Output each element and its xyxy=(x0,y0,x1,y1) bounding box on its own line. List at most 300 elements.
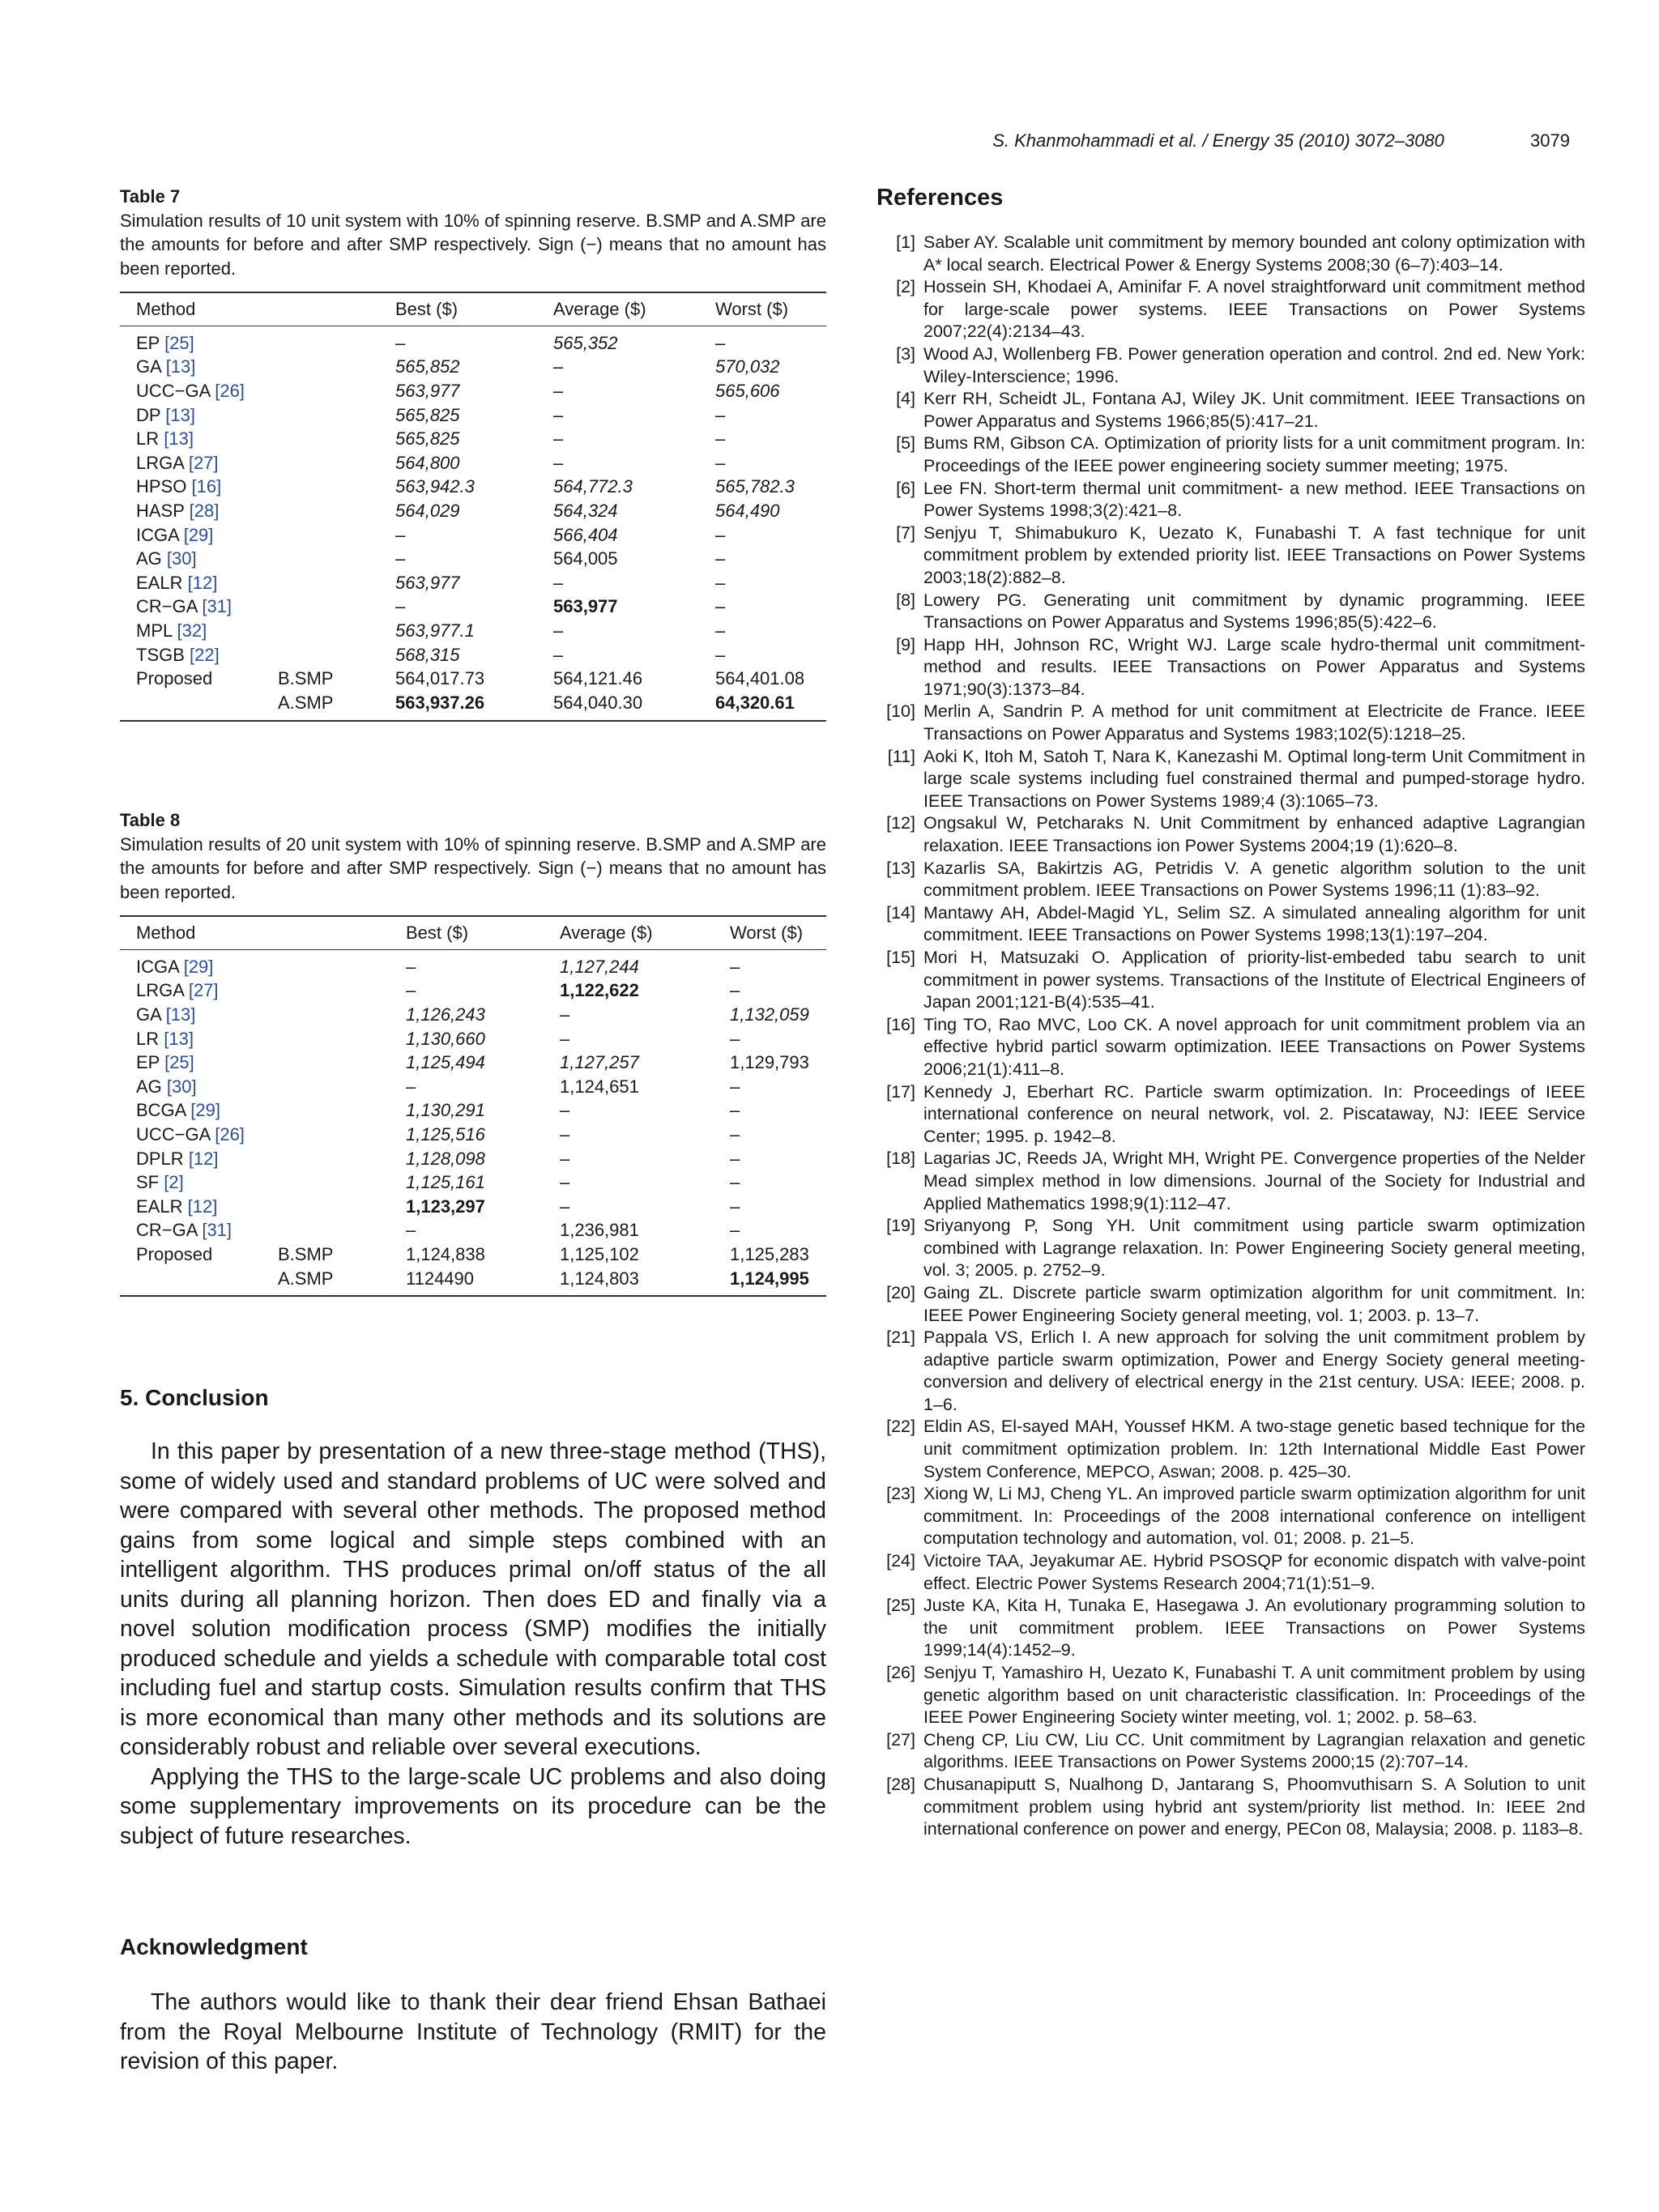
table-7-best-cell: 564,800 xyxy=(395,452,460,473)
table-8-method-cell xyxy=(120,1027,262,1051)
table-8-best-cell: 1,130,660 xyxy=(406,1028,485,1049)
reference-text: Ongsakul W, Petcharaks N. Unit Commitment by enhanced adaptive Lagrangian relaxation. IEEE Transactions ion Power Systems 2004;19 (1):620–8. xyxy=(923,813,1585,856)
table-8-variant-cell xyxy=(262,1219,390,1243)
method-name: EP xyxy=(136,332,160,353)
table-8-method-cell xyxy=(120,1219,262,1243)
citation-link: [31] xyxy=(202,1220,232,1241)
reference-item xyxy=(876,701,1585,745)
reference-number: [16] xyxy=(886,1014,915,1034)
references-list xyxy=(876,232,1585,1841)
citation-link: [22] xyxy=(190,644,220,665)
table-7-row xyxy=(120,356,826,380)
table-7-column-header xyxy=(262,292,379,326)
reference-item xyxy=(876,1416,1585,1483)
table-7-avg-cell: 563,977 xyxy=(553,596,618,617)
reference-item xyxy=(876,1282,1585,1327)
table-7-method-cell xyxy=(120,571,262,595)
citation-link: [29] xyxy=(183,524,214,545)
table-8-avg-cell: 1,122,622 xyxy=(560,980,639,1001)
table-8-variant-cell xyxy=(262,1051,390,1075)
table-7-best-cell: 564,029 xyxy=(395,500,460,521)
method-name: AG xyxy=(136,548,162,569)
reference-text: Chusanapiputt S, Nualhong D, Jantarang S, Phoomvuthisarn S. A Solution to unit commitment problem using hybrid ant system/priority list method. In: IEEE 2nd international conference on power and energy, PECon 08, Malaysia; 2008. p. 1183–8. xyxy=(923,1774,1585,1839)
table-7-avg-cell: 565,352 xyxy=(553,332,618,353)
table-8-avg-cell: – xyxy=(560,1028,570,1049)
reference-item xyxy=(876,858,1585,902)
method-name: UCC−GA xyxy=(136,1123,211,1144)
reference-text: Kazarlis SA, Bakirtzis AG, Petridis V. A genetic algorithm solution to the unit commitment problem. IEEE Transactions on Power Systems 1996;11 (1):83–92. xyxy=(923,858,1585,901)
table-7-block xyxy=(120,185,826,722)
table-8-method-cell xyxy=(120,1099,262,1123)
table-7-worst-cell: 64,320.61 xyxy=(715,692,795,713)
reference-item xyxy=(876,1327,1585,1416)
table-8-variant-cell xyxy=(262,1027,390,1051)
table-8-variant-cell xyxy=(262,950,390,979)
table-8-method-cell xyxy=(120,1123,262,1147)
table-8-worst-cell: – xyxy=(730,956,740,977)
reference-text: Lee FN. Short-term thermal unit commitment- a new method. IEEE Transactions on Power Systems 1998;3(2):421–8. xyxy=(923,478,1585,521)
table-8-method-cell xyxy=(120,950,262,979)
method-name: ICGA xyxy=(136,956,179,977)
reference-item xyxy=(876,1729,1585,1774)
table-8-method-cell xyxy=(120,1195,262,1219)
reference-item xyxy=(876,947,1585,1014)
method-name: AG xyxy=(136,1076,162,1097)
reference-number: [21] xyxy=(886,1328,915,1348)
method-name: LRGA xyxy=(136,452,184,473)
method-name: GA xyxy=(136,1004,161,1025)
method-name: UCC−GA xyxy=(136,380,211,401)
reference-number: [18] xyxy=(886,1149,915,1169)
reference-item xyxy=(876,1595,1585,1662)
citation-link: [26] xyxy=(215,380,245,401)
reference-number: [6] xyxy=(896,478,915,498)
table-8-worst-cell: 1,132,059 xyxy=(730,1004,809,1025)
method-name: HASP xyxy=(136,500,185,521)
method-name: ICGA xyxy=(136,524,179,545)
citation-link: [25] xyxy=(164,1052,194,1073)
method-name: CR−GA xyxy=(136,1220,198,1241)
table-8-avg-cell: 1,236,981 xyxy=(560,1220,639,1241)
reference-item xyxy=(876,1014,1585,1081)
reference-item xyxy=(876,522,1585,590)
acknowledgment-text: The authors would like to thank their dear friend Ehsan Bathaei from the Royal Melbourne Institute of Technology (RMIT) for the revision of this paper. xyxy=(120,1989,826,2074)
table-7-variant-cell xyxy=(262,595,379,620)
table-8-body xyxy=(120,950,826,1297)
table-7-row xyxy=(120,643,826,667)
table-7-variant-cell xyxy=(262,475,379,500)
journal-citation: S. Khanmohammadi et al. / Energy 35 (2010) 3072–3080 xyxy=(992,130,1444,151)
citation-link: [27] xyxy=(188,452,219,473)
table-8-variant-cell xyxy=(262,1147,390,1171)
method-name: EALR xyxy=(136,572,183,593)
table-8-best-cell: 1,130,291 xyxy=(406,1100,485,1121)
table-8-column-header xyxy=(262,916,390,950)
table-7-method-cell xyxy=(120,475,262,500)
table-8-avg-cell: – xyxy=(560,1196,570,1217)
reference-number: [17] xyxy=(886,1081,915,1102)
table-8-avg-cell: – xyxy=(560,1123,570,1144)
table-7-method-cell xyxy=(120,356,262,380)
table-8-best-cell: 1,126,243 xyxy=(406,1004,485,1025)
reference-text: Mori H, Matsuzaki O. Application of priority-list-embeded tabu search to unit commitment in power systems. Transactions of the Institute of Electrical Engineers of Japan 2001;121-B(4):535–41. xyxy=(923,948,1585,1012)
table-8-variant-cell xyxy=(262,1170,390,1195)
reference-number: [5] xyxy=(896,433,915,454)
reference-item xyxy=(876,1148,1585,1215)
table-8-avg-cell: – xyxy=(560,1148,570,1169)
table-7-column-header: Best ($) xyxy=(379,292,537,326)
reference-text: Sriyanyong P, Song YH. Unit commitment using particle swarm optimization combined with Lagrange relaxation. In: Power Engineering Society general meeting, vol. 3; 2005. p. 2752–9. xyxy=(923,1216,1585,1281)
table-8-row xyxy=(120,1123,826,1147)
table-8-row xyxy=(120,1099,826,1123)
table-7-column-header: Average ($) xyxy=(537,292,699,326)
method-name: BCGA xyxy=(136,1100,186,1121)
table-7-column-header: Method xyxy=(120,292,262,326)
table-7-avg-cell: 564,324 xyxy=(553,500,618,521)
table-8-column-header: Worst ($) xyxy=(714,916,826,950)
table-8-variant-cell xyxy=(262,1099,390,1123)
table-7-avg-cell: – xyxy=(553,356,564,377)
table-7-row xyxy=(120,691,826,721)
table-7-variant-cell: A.SMP xyxy=(278,692,334,713)
reference-text: Kennedy J, Eberhart RC. Particle swarm optimization. In: Proceedings of IEEE international conference on neural network, vol. 2. Piscataway, NJ: IEEE Service Center; 1995. p. 1942–8. xyxy=(923,1081,1585,1146)
method-name: EALR xyxy=(136,1196,183,1217)
reference-item xyxy=(876,1550,1585,1595)
table-8-row xyxy=(120,979,826,1004)
acknowledgment-heading: Acknowledgment xyxy=(120,1934,308,1959)
table-7-method-cell xyxy=(120,499,262,523)
table-7-header-row xyxy=(120,292,826,326)
table-7-best-cell: 564,017.73 xyxy=(395,668,485,689)
table-8-row xyxy=(120,1219,826,1243)
reference-text: Hossein SH, Khodaei A, Aminifar F. A novel straightforward unit commitment method for large-scale power systems. IEEE Transactions on Power Systems 2007;22(4):2134–43. xyxy=(923,277,1585,342)
table-8-worst-cell: – xyxy=(730,1148,740,1169)
table-8-method-cell xyxy=(120,1170,262,1195)
reference-text: Senjyu T, Yamashiro H, Uezato K, Funabashi T. A unit commitment problem by using genetic algorithm based on unit characteristic classification. In: Proceedings of the IEEE Power Engineering Society winter meeting, vol. 1; 2002. p. 58–63. xyxy=(923,1663,1585,1728)
table-7-variant-cell xyxy=(262,643,379,667)
table-8-variant-cell xyxy=(262,1075,390,1099)
reference-text: Ting TO, Rao MVC, Loo CK. A novel approach for unit commitment problem via an effective hybrid particl sowarm optimization. IEEE Transactions on Power Systems 2006;21(1):411–8. xyxy=(923,1014,1585,1079)
reference-number: [11] xyxy=(887,746,915,766)
table-8-best-cell: – xyxy=(406,1220,416,1241)
table-8-best-cell: 1,124,838 xyxy=(406,1243,485,1264)
reference-number: [24] xyxy=(886,1551,915,1571)
table-7-method-cell xyxy=(120,403,262,428)
table-7-avg-cell: 564,005 xyxy=(553,548,618,569)
table-8-method-cell xyxy=(120,1147,262,1171)
reference-item xyxy=(876,634,1585,701)
reference-number: [1] xyxy=(896,232,915,252)
table-8-avg-cell: 1,124,651 xyxy=(560,1076,639,1097)
right-column xyxy=(876,180,1585,1841)
method-name: LR xyxy=(136,428,160,450)
table-7-best-cell: – xyxy=(395,548,406,569)
table-7-caption-text: Simulation results of 10 unit system with 10% of spinning reserve. B.SMP and A.SMP are the amounts for before and after SMP respectively. Sign (−) means that no amount has been reported. xyxy=(120,210,826,279)
citation-link: [13] xyxy=(165,1004,196,1025)
table-7-method-cell xyxy=(120,691,262,721)
reference-text: Juste KA, Kita H, Tunaka E, Hasegawa J. An evolutionary programming solution to the unit commitment problem. IEEE Transactions on Power Systems 1999;14(4):1452–9. xyxy=(923,1596,1585,1660)
table-8-avg-cell: – xyxy=(560,1172,570,1193)
reference-item xyxy=(876,902,1585,947)
table-7-row xyxy=(120,547,826,571)
reference-number: [3] xyxy=(896,343,915,364)
table-8-worst-cell: 1,125,283 xyxy=(730,1243,809,1264)
reference-item xyxy=(876,590,1585,634)
table-7-worst-cell: 570,032 xyxy=(715,356,780,377)
table-7-best-cell: – xyxy=(395,524,406,545)
table-7-row xyxy=(120,379,826,403)
table-8-best-cell: – xyxy=(406,980,416,1001)
table-7-caption xyxy=(120,185,826,280)
table-7-row xyxy=(120,451,826,475)
table-8-worst-cell: – xyxy=(730,1172,740,1193)
table-7-avg-cell: 564,121.46 xyxy=(553,668,643,689)
table-7-row xyxy=(120,403,826,428)
reference-text: Mantawy AH, Abdel-Magid YL, Selim SZ. A simulated annealing algorithm for unit commitment. IEEE Transactions on Power Systems 1998;13(1):197–204. xyxy=(923,902,1585,945)
conclusion-paragraph-2: Applying the THS to the large-scale UC problems and also doing some supplementary improvements on its procedure can be the subject of future researches. xyxy=(120,1763,826,1849)
table-7-avg-cell: – xyxy=(553,452,564,473)
table-7-row xyxy=(120,667,826,691)
table-8-column-header: Method xyxy=(120,916,262,950)
reference-number: [12] xyxy=(886,813,915,833)
citation-link: [31] xyxy=(202,596,232,617)
reference-number: [26] xyxy=(886,1663,915,1682)
table-7-variant-cell xyxy=(262,326,379,356)
table-7-row xyxy=(120,326,826,356)
method-name: MPL xyxy=(136,620,173,641)
reference-text: Senjyu T, Shimabukuro K, Uezato K, Funabashi T. A fast technique for unit commitment problem by extended priority list. IEEE Transactions on Power Systems 2003;18(2):882–8. xyxy=(923,522,1585,587)
table-8-method-cell xyxy=(120,1267,262,1297)
reference-text: Aoki K, Itoh M, Satoh T, Nara K, Kanezashi M. Optimal long-term Unit Commitment in large scale systems including fuel constrained thermal and pumped-storage hydro. IEEE Transactions on Power Systems 1989;4 (3):1065–73. xyxy=(923,746,1585,811)
reference-text: Wood AJ, Wollenberg FB. Power generation operation and control. 2nd ed. New York: Wiley-Interscience; 1996. xyxy=(923,343,1585,386)
table-7-column-header: Worst ($) xyxy=(699,292,826,326)
table-7-variant-cell xyxy=(262,619,379,643)
citation-link: [25] xyxy=(164,332,194,353)
table-8-column-header: Average ($) xyxy=(544,916,714,950)
table-7-row xyxy=(120,475,826,500)
table-8-column-header: Best ($) xyxy=(390,916,544,950)
table-7-variant-cell xyxy=(262,571,379,595)
table-8-best-cell: 1,125,494 xyxy=(406,1052,485,1073)
method-name: EP xyxy=(136,1052,160,1073)
reference-text: Merlin A, Sandrin P. A method for unit commitment at Electricite de France. IEEE Transactions on Power Apparatus and Systems 1983;102(5):1218–25. xyxy=(923,701,1585,744)
table-7-avg-cell: – xyxy=(553,644,564,665)
table-7-row xyxy=(120,571,826,595)
table-8-best-cell: – xyxy=(406,956,416,977)
reference-text: Pappala VS, Erlich I. A new approach for solving the unit commitment problem by adaptive particle swarm optimization, Power and Energy Society general meeting-conversion and delivery of electrical energy in the 21st century. USA: IEEE; 2008. p. 1–6. xyxy=(923,1328,1585,1414)
table-8-worst-cell: – xyxy=(730,1076,740,1097)
citation-link: [13] xyxy=(165,404,195,425)
table-8-row xyxy=(120,1027,826,1051)
reference-item xyxy=(876,388,1585,433)
table-7-best-cell: 563,942.3 xyxy=(395,476,475,497)
table-7-variant-cell xyxy=(262,499,379,523)
citation-link: [13] xyxy=(164,1028,194,1049)
table-7-avg-cell: – xyxy=(553,620,564,641)
table-7-method-cell xyxy=(120,595,262,620)
table-8-avg-cell: – xyxy=(560,1100,570,1121)
table-7-body xyxy=(120,326,826,721)
table-8-best-cell: 1,128,098 xyxy=(406,1148,485,1169)
table-8-worst-cell: – xyxy=(730,980,740,1001)
table-8-row xyxy=(120,1051,826,1075)
table-8-worst-cell: 1,129,793 xyxy=(730,1052,809,1073)
reference-text: Kerr RH, Scheidt JL, Fontana AJ, Wiley JK. Unit commitment. IEEE Transactions on Power Apparatus and Systems 1966;85(5):417–21. xyxy=(923,389,1585,431)
table-7-row xyxy=(120,427,826,451)
table-7-avg-cell: 566,404 xyxy=(553,524,618,545)
table-8-caption xyxy=(120,808,826,904)
acknowledgment-body xyxy=(120,1988,826,2077)
table-7-label: Table 7 xyxy=(120,186,181,207)
table-7-avg-cell: – xyxy=(553,404,564,425)
conclusion-heading: 5. Conclusion xyxy=(120,1385,269,1410)
table-8-avg-cell: – xyxy=(560,1004,570,1025)
table-8-worst-cell: – xyxy=(730,1100,740,1121)
citation-link: [29] xyxy=(183,956,214,977)
reference-text: Lagarias JC, Reeds JA, Wright MH, Wright PE. Convergence properties of the Nelder Mead simplex method in low dimensions. Journal of the Society for Industrial and Applied Mathematics 1998;9(1):112–47. xyxy=(923,1149,1585,1213)
table-8-variant-cell xyxy=(262,1195,390,1219)
table-8-row xyxy=(120,1075,826,1099)
table-7-method-cell xyxy=(120,451,262,475)
table-7-variant-cell xyxy=(262,523,379,548)
table-8-variant-cell xyxy=(262,1003,390,1027)
table-8-best-cell: 1,123,297 xyxy=(406,1196,485,1217)
reference-item xyxy=(876,478,1585,522)
reference-item xyxy=(876,1081,1585,1149)
table-7-best-cell: 563,977.1 xyxy=(395,620,475,641)
table-8-avg-cell: 1,127,257 xyxy=(560,1052,639,1073)
table-7-method-cell xyxy=(120,643,262,667)
table-8-row xyxy=(120,1267,826,1297)
reference-item xyxy=(876,343,1585,388)
reference-number: [25] xyxy=(886,1596,915,1616)
table-8-row xyxy=(120,1242,826,1267)
table-7-worst-cell: 565,606 xyxy=(715,380,780,401)
table-8-worst-cell: 1,124,995 xyxy=(730,1268,809,1289)
reference-text: Lowery PG. Generating unit commitment by dynamic programming. IEEE Transactions on Power Apparatus and Systems 1996;85(5):422–6. xyxy=(923,590,1585,633)
table-7-avg-cell: 564,040.30 xyxy=(553,692,643,713)
table-8-row xyxy=(120,1170,826,1195)
table-7-best-cell: 565,852 xyxy=(395,356,460,377)
reference-item xyxy=(876,1662,1585,1729)
reference-number: [14] xyxy=(886,902,915,923)
citation-link: [28] xyxy=(189,500,220,521)
method-name: HPSO xyxy=(136,476,187,497)
table-8-method-cell xyxy=(120,1242,262,1267)
table-8-method-cell xyxy=(120,1051,262,1075)
method-name: TSGB xyxy=(136,644,185,665)
table-7-avg-cell: – xyxy=(553,380,564,401)
citation-link: [29] xyxy=(190,1100,220,1121)
citation-link: [12] xyxy=(188,1148,219,1169)
reference-text: Cheng CP, Liu CW, Liu CC. Unit commitment by Lagrangian relaxation and genetic algorithms. IEEE Transactions on Power Systems 2000;15 (2):707–14. xyxy=(923,1729,1585,1772)
table-8-variant-cell xyxy=(262,1123,390,1147)
table-7-worst-cell: – xyxy=(715,596,726,617)
conclusion-paragraph-1: In this paper by presentation of a new three-stage method (THS), some of widely used and standard problems of UC were solved and were compared with several other methods. The proposed method gains from some logical and simple steps combined with an intelligent algorithm. THS produces primal on/off status of the all units during all planning horizon. Then does ED and finally via a novel solution modification process (SMP) modifies the initially produced schedule and yields a schedule with comparable total cost including fuel and startup costs. Simulation results confirm that THS is more economical than many other methods and its solutions are considerably robust and reliable over several executions. xyxy=(120,1438,826,1760)
reference-text: Happ HH, Johnson RC, Wright WJ. Large scale hydro-thermal unit commitment-method and results. IEEE Transactions on Power Apparatus and Systems 1971;90(3):1373–84. xyxy=(923,634,1585,699)
reference-number: [2] xyxy=(896,277,915,297)
page-number: 3079 xyxy=(1530,130,1570,151)
method-name: DP xyxy=(136,404,161,425)
table-8-worst-cell: – xyxy=(730,1123,740,1144)
table-7-best-cell: 565,825 xyxy=(395,428,460,450)
reference-item xyxy=(876,1774,1585,1841)
reference-item xyxy=(876,812,1585,857)
table-8-header-row xyxy=(120,916,826,950)
reference-item xyxy=(876,1483,1585,1550)
table-7-method-cell xyxy=(120,667,262,691)
table-7-row xyxy=(120,523,826,548)
method-name: GA xyxy=(136,356,161,377)
table-7-worst-cell: – xyxy=(715,332,726,353)
citation-link: [26] xyxy=(215,1123,245,1144)
reference-text: Saber AY. Scalable unit commitment by memory bounded ant colony optimization with A* local search. Electrical Power & Energy Systems 2008;30 (6–7):403–14. xyxy=(923,232,1585,275)
table-7-avg-cell: 564,772.3 xyxy=(553,476,633,497)
table-7-row xyxy=(120,499,826,523)
table-8-worst-cell: – xyxy=(730,1220,740,1241)
table-8-caption-text: Simulation results of 20 unit system with 10% of spinning reserve. B.SMP and A.SMP are the amounts for before and after SMP respectively. Sign (−) means that no amount has been reported. xyxy=(120,833,826,902)
table-7-worst-cell: – xyxy=(715,548,726,569)
table-7-best-cell: 563,977 xyxy=(395,572,460,593)
reference-item xyxy=(876,433,1585,477)
table-7-worst-cell: – xyxy=(715,572,726,593)
reference-number: [8] xyxy=(896,590,915,610)
reference-item xyxy=(876,746,1585,813)
table-8-label: Table 8 xyxy=(120,810,181,830)
table-7-avg-cell: – xyxy=(553,572,564,593)
table-7-variant-cell: B.SMP xyxy=(278,668,334,689)
table-7-method-cell xyxy=(120,619,262,643)
reference-text: Xiong W, Li MJ, Cheng YL. An improved particle swarm optimization algorithm for unit commitment. In: Proceedings of the 2008 international conference on intelligent computation technology and automation, vol. 01; 2008. p. 21–5. xyxy=(923,1484,1585,1549)
reference-number: [15] xyxy=(886,948,915,967)
table-7-worst-cell: – xyxy=(715,428,726,450)
table-7-avg-cell: – xyxy=(553,428,564,450)
citation-link: [12] xyxy=(187,572,218,593)
table-8-best-cell: 1124490 xyxy=(406,1268,475,1289)
method-name: LRGA xyxy=(136,980,184,1001)
table-8-worst-cell: – xyxy=(730,1196,740,1217)
table-7-row xyxy=(120,619,826,643)
reference-text: Victoire TAA, Jeyakumar AE. Hybrid PSOSQP for economic dispatch with valve-point effect. Electric Power Systems Research 2004;71(1):51–9. xyxy=(923,1551,1585,1593)
reference-number: [23] xyxy=(886,1484,915,1504)
table-8-best-cell: – xyxy=(406,1076,416,1097)
table-8 xyxy=(120,915,826,1297)
table-7-worst-cell: 565,782.3 xyxy=(715,476,795,497)
citation-link: [12] xyxy=(187,1196,218,1217)
reference-number: [20] xyxy=(886,1282,915,1302)
table-8-row xyxy=(120,1195,826,1219)
table-7-best-cell: 565,825 xyxy=(395,404,460,425)
table-8-avg-cell: 1,125,102 xyxy=(560,1243,639,1264)
reference-number: [9] xyxy=(896,634,915,654)
reference-number: [7] xyxy=(896,522,915,543)
table-7-row xyxy=(120,595,826,620)
reference-number: [4] xyxy=(896,389,915,409)
table-7-method-cell xyxy=(120,326,262,356)
table-7-worst-cell: – xyxy=(715,404,726,425)
references-heading: References xyxy=(876,185,1004,211)
citation-link: [2] xyxy=(164,1172,184,1193)
table-7-variant-cell xyxy=(262,356,379,380)
table-8-variant-cell xyxy=(262,979,390,1004)
reference-number: [19] xyxy=(886,1216,915,1236)
running-head xyxy=(0,128,1570,154)
citation-link: [30] xyxy=(166,548,197,569)
table-7-variant-cell xyxy=(262,427,379,451)
table-8-method-cell xyxy=(120,979,262,1004)
table-8-method-cell xyxy=(120,1075,262,1099)
table-8-avg-cell: 1,124,803 xyxy=(560,1268,639,1289)
